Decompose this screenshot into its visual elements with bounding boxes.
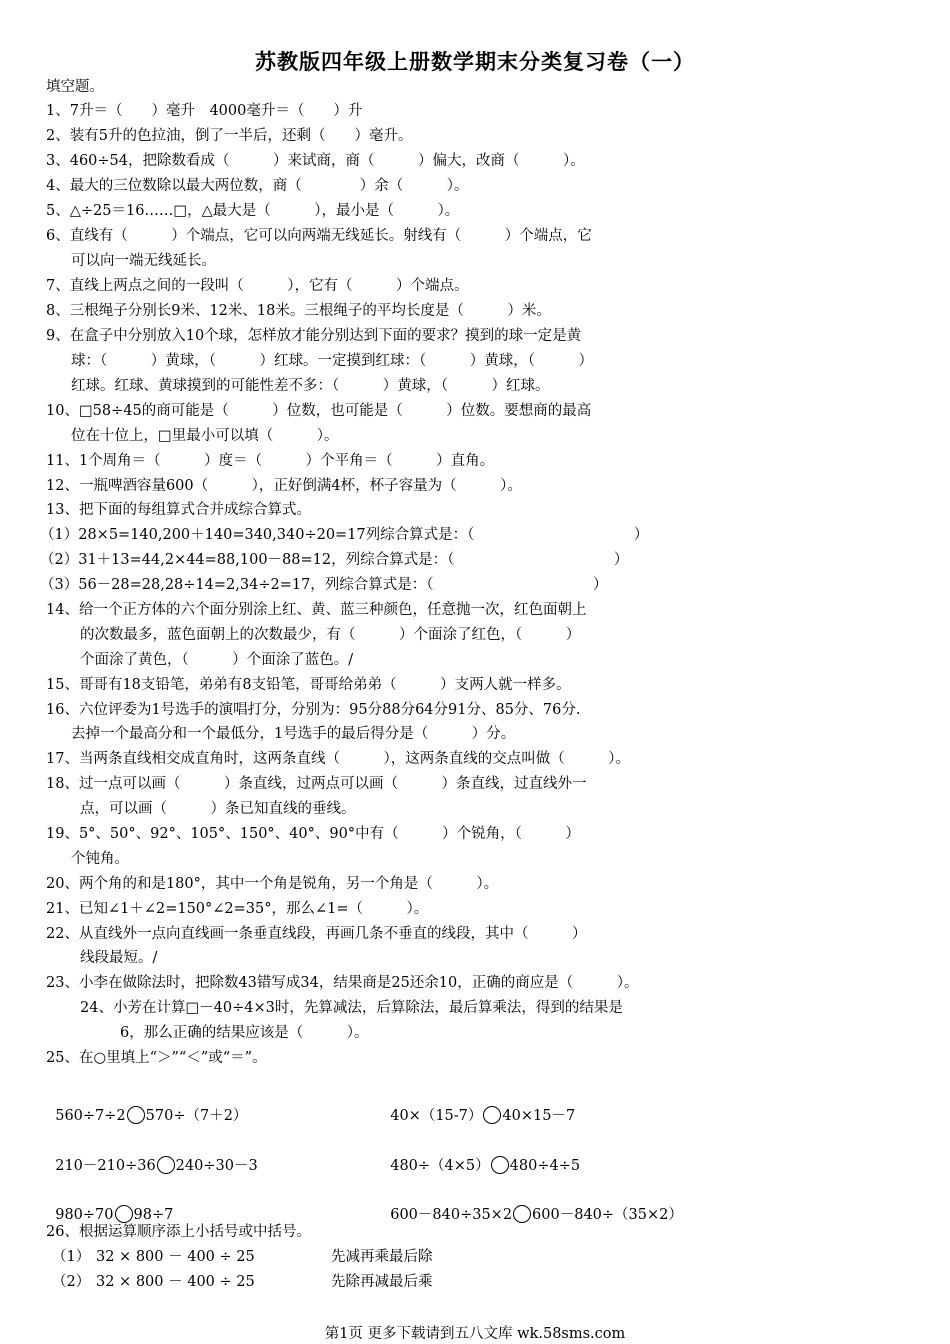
compare-right: 240÷30－3 — [175, 1158, 258, 1174]
question-line: 6、直线有（ ）个端点，它可以向两端无线延长。射线有（ ）个端点，它 — [46, 228, 592, 244]
q26-label: （1） — [52, 1249, 91, 1265]
compare-left: 480÷（4×5） — [390, 1158, 490, 1174]
compare-left: 980÷70 — [55, 1207, 114, 1223]
question-line: 位在十位上，□里最小可以填（ ）。 — [71, 428, 339, 444]
question-line: 4、最大的三位数除以最大两位数，商（ ）余（ ）。 — [46, 178, 469, 194]
question-line: 3、460÷54，把除数看成（ ）来试商，商（ ）偏大，改商（ ）。 — [46, 153, 585, 169]
question-line: 可以向一端无线延长。 — [71, 253, 216, 269]
question-line: （1）28×5=140,200＋140=340,340÷20=17列综合算式是：（ ） — [40, 527, 649, 543]
compare-right: 40×15－7 — [502, 1108, 576, 1124]
question-line: 红球。红球、黄球摸到的可能性差不多：（ ）黄球，（ ）红球。 — [71, 378, 550, 394]
page-title: 苏教版四年级上册数学期末分类复习卷（一） — [255, 49, 695, 74]
question-line: 22、从直线外一点向直线画一条垂直线段，再画几条不垂直的线段，其中（ ） — [46, 926, 587, 942]
question-line: 5、△÷25＝16……□，△最大是（ ），最小是（ ）。 — [46, 203, 460, 219]
question-line: 2、装有5升的色拉油，倒了一半后，还剩（ ）毫升。 — [46, 128, 413, 144]
question-line: 15、哥哥有18支铅笔，弟弟有8支铅笔，哥哥给弟弟（ ）支两人就一样多。 — [46, 677, 571, 693]
question-line: 14、给一个正方体的六个面分别涂上红、黄、蓝三种颜色，任意抛一次，红色面朝上 — [46, 602, 587, 618]
question-line: 去掉一个最高分和一个最低分，1号选手的最后得分是（ ）分。 — [71, 726, 516, 742]
answer-circle[interactable] — [491, 1156, 509, 1174]
question-line: 1、7升＝（ ）毫升 4000毫升＝（ ）升 — [46, 103, 363, 119]
compare-right: 600－840÷（35×2） — [532, 1207, 683, 1223]
question-line: 25、在○里填上“＞”“＜”或“＝”。 — [46, 1050, 267, 1066]
question-line: 18、过一点可以画（ ）条直线，过两点可以画（ ）条直线，过直线外一 — [46, 776, 587, 792]
question-line: 点，可以画（ ）条已知直线的垂线。 — [80, 801, 356, 817]
question-line: 11、1个周角＝（ ）度＝（ ）个平角＝（ ）直角。 — [46, 453, 495, 469]
question-line: 个钝角。 — [71, 851, 129, 867]
compare-left: 40×（15-7） — [390, 1108, 483, 1124]
question-line: 24、小芳在计算□－40÷4×3时，先算减法，后算除法，最后算乘法，得到的结果是 — [80, 1000, 623, 1016]
page-footer: 第1页 更多下载请到五八文库 wk.58sms.com — [324, 1326, 626, 1342]
question-line: 10、□58÷45的商可能是（ ）位数，也可能是（ ）位数。要想商的最高 — [46, 403, 592, 419]
question-line: 21、已知∠1＋∠2=150°∠2=35°，那么∠1=（ ）。 — [46, 901, 429, 917]
question-line: 23、小李在做除法时，把除数43错写成34，结果商是25还余10，正确的商应是（ ）。 — [46, 975, 639, 991]
question-line: 20、两个角的和是180°，其中一个角是锐角，另一个角是（ ）。 — [46, 876, 499, 892]
compare-right: 98÷7 — [133, 1207, 174, 1223]
compare-item — [46, 1185, 173, 1225]
compare-right: 480÷4÷5 — [509, 1158, 581, 1174]
answer-circle[interactable] — [115, 1205, 133, 1223]
question-line: 6，那么正确的结果应该是（ ）。 — [120, 1025, 369, 1041]
question-line: 的次数最多，蓝色面朝上的次数最少，有（ ）个面涂了红色，（ ） — [80, 627, 581, 643]
compare-left: 600－840÷35×2 — [390, 1207, 513, 1223]
compare-right: 570÷（7＋2） — [145, 1108, 248, 1124]
answer-circle[interactable] — [483, 1106, 501, 1124]
compare-item — [46, 1136, 258, 1176]
question-line: 26、根据运算顺序添上小括号或中括号。 — [46, 1224, 311, 1240]
q26-note: 先除再减最后乘 — [331, 1274, 433, 1290]
question-line: 12、一瓶啤酒容量600（ ），正好倒满4杯，杯子容量为（ ）。 — [46, 478, 522, 494]
compare-left: 560÷7÷2 — [55, 1108, 126, 1124]
question-line: 19、5°、50°、92°、105°、150°、40°、90°中有（ ）个锐角，（ ） — [46, 826, 580, 842]
q26-expression: 32 × 800 － 400 ÷ 25 — [96, 1249, 255, 1265]
answer-circle[interactable] — [157, 1156, 175, 1174]
section-header: 填空题。 — [46, 79, 104, 95]
compare-item — [381, 1136, 580, 1176]
question-line: 个面涂了黄色，（ ）个面涂了蓝色。/ — [80, 652, 354, 668]
compare-item — [46, 1086, 247, 1126]
q26-label: （2） — [52, 1274, 91, 1290]
question-line: 17、当两条直线相交成直角时，这两条直线（ ），这两条直线的交点叫做（ ）。 — [46, 751, 630, 767]
answer-circle[interactable] — [127, 1106, 145, 1124]
question-line: 8、三根绳子分别长9米、12米、18米。三根绳子的平均长度是（ ）米。 — [46, 303, 551, 319]
question-line: 13、把下面的每组算式合并成综合算式。 — [46, 502, 311, 518]
answer-circle[interactable] — [513, 1205, 531, 1223]
question-line: 线段最短。/ — [80, 950, 158, 966]
compare-left: 210－210÷36 — [55, 1158, 156, 1174]
question-line: （3）56－28=28,28÷14=2,34÷2=17，列综合算式是：（ ） — [40, 577, 608, 593]
question-line: 7、直线上两点之间的一段叫（ ），它有（ ）个端点。 — [46, 278, 469, 294]
q26-note: 先减再乘最后除 — [331, 1249, 433, 1265]
compare-item — [381, 1086, 575, 1126]
question-line: 球：（ ）黄球，（ ）红球。一定摸到红球：（ ）黄球，（ ） — [71, 353, 593, 369]
question-line: 9、在盒子中分别放入10个球，怎样放才能分别达到下面的要求？摸到的球一定是黄 — [46, 328, 582, 344]
compare-item — [381, 1185, 683, 1225]
question-line: 16、六位评委为1号选手的演唱打分，分别为：95分88分64分91分、85分、76分. — [46, 702, 581, 718]
q26-expression: 32 × 800 － 400 ÷ 25 — [96, 1274, 255, 1290]
question-line: （2）31＋13=44,2×44=88,100－88=12，列综合算式是：（ ） — [40, 552, 629, 568]
